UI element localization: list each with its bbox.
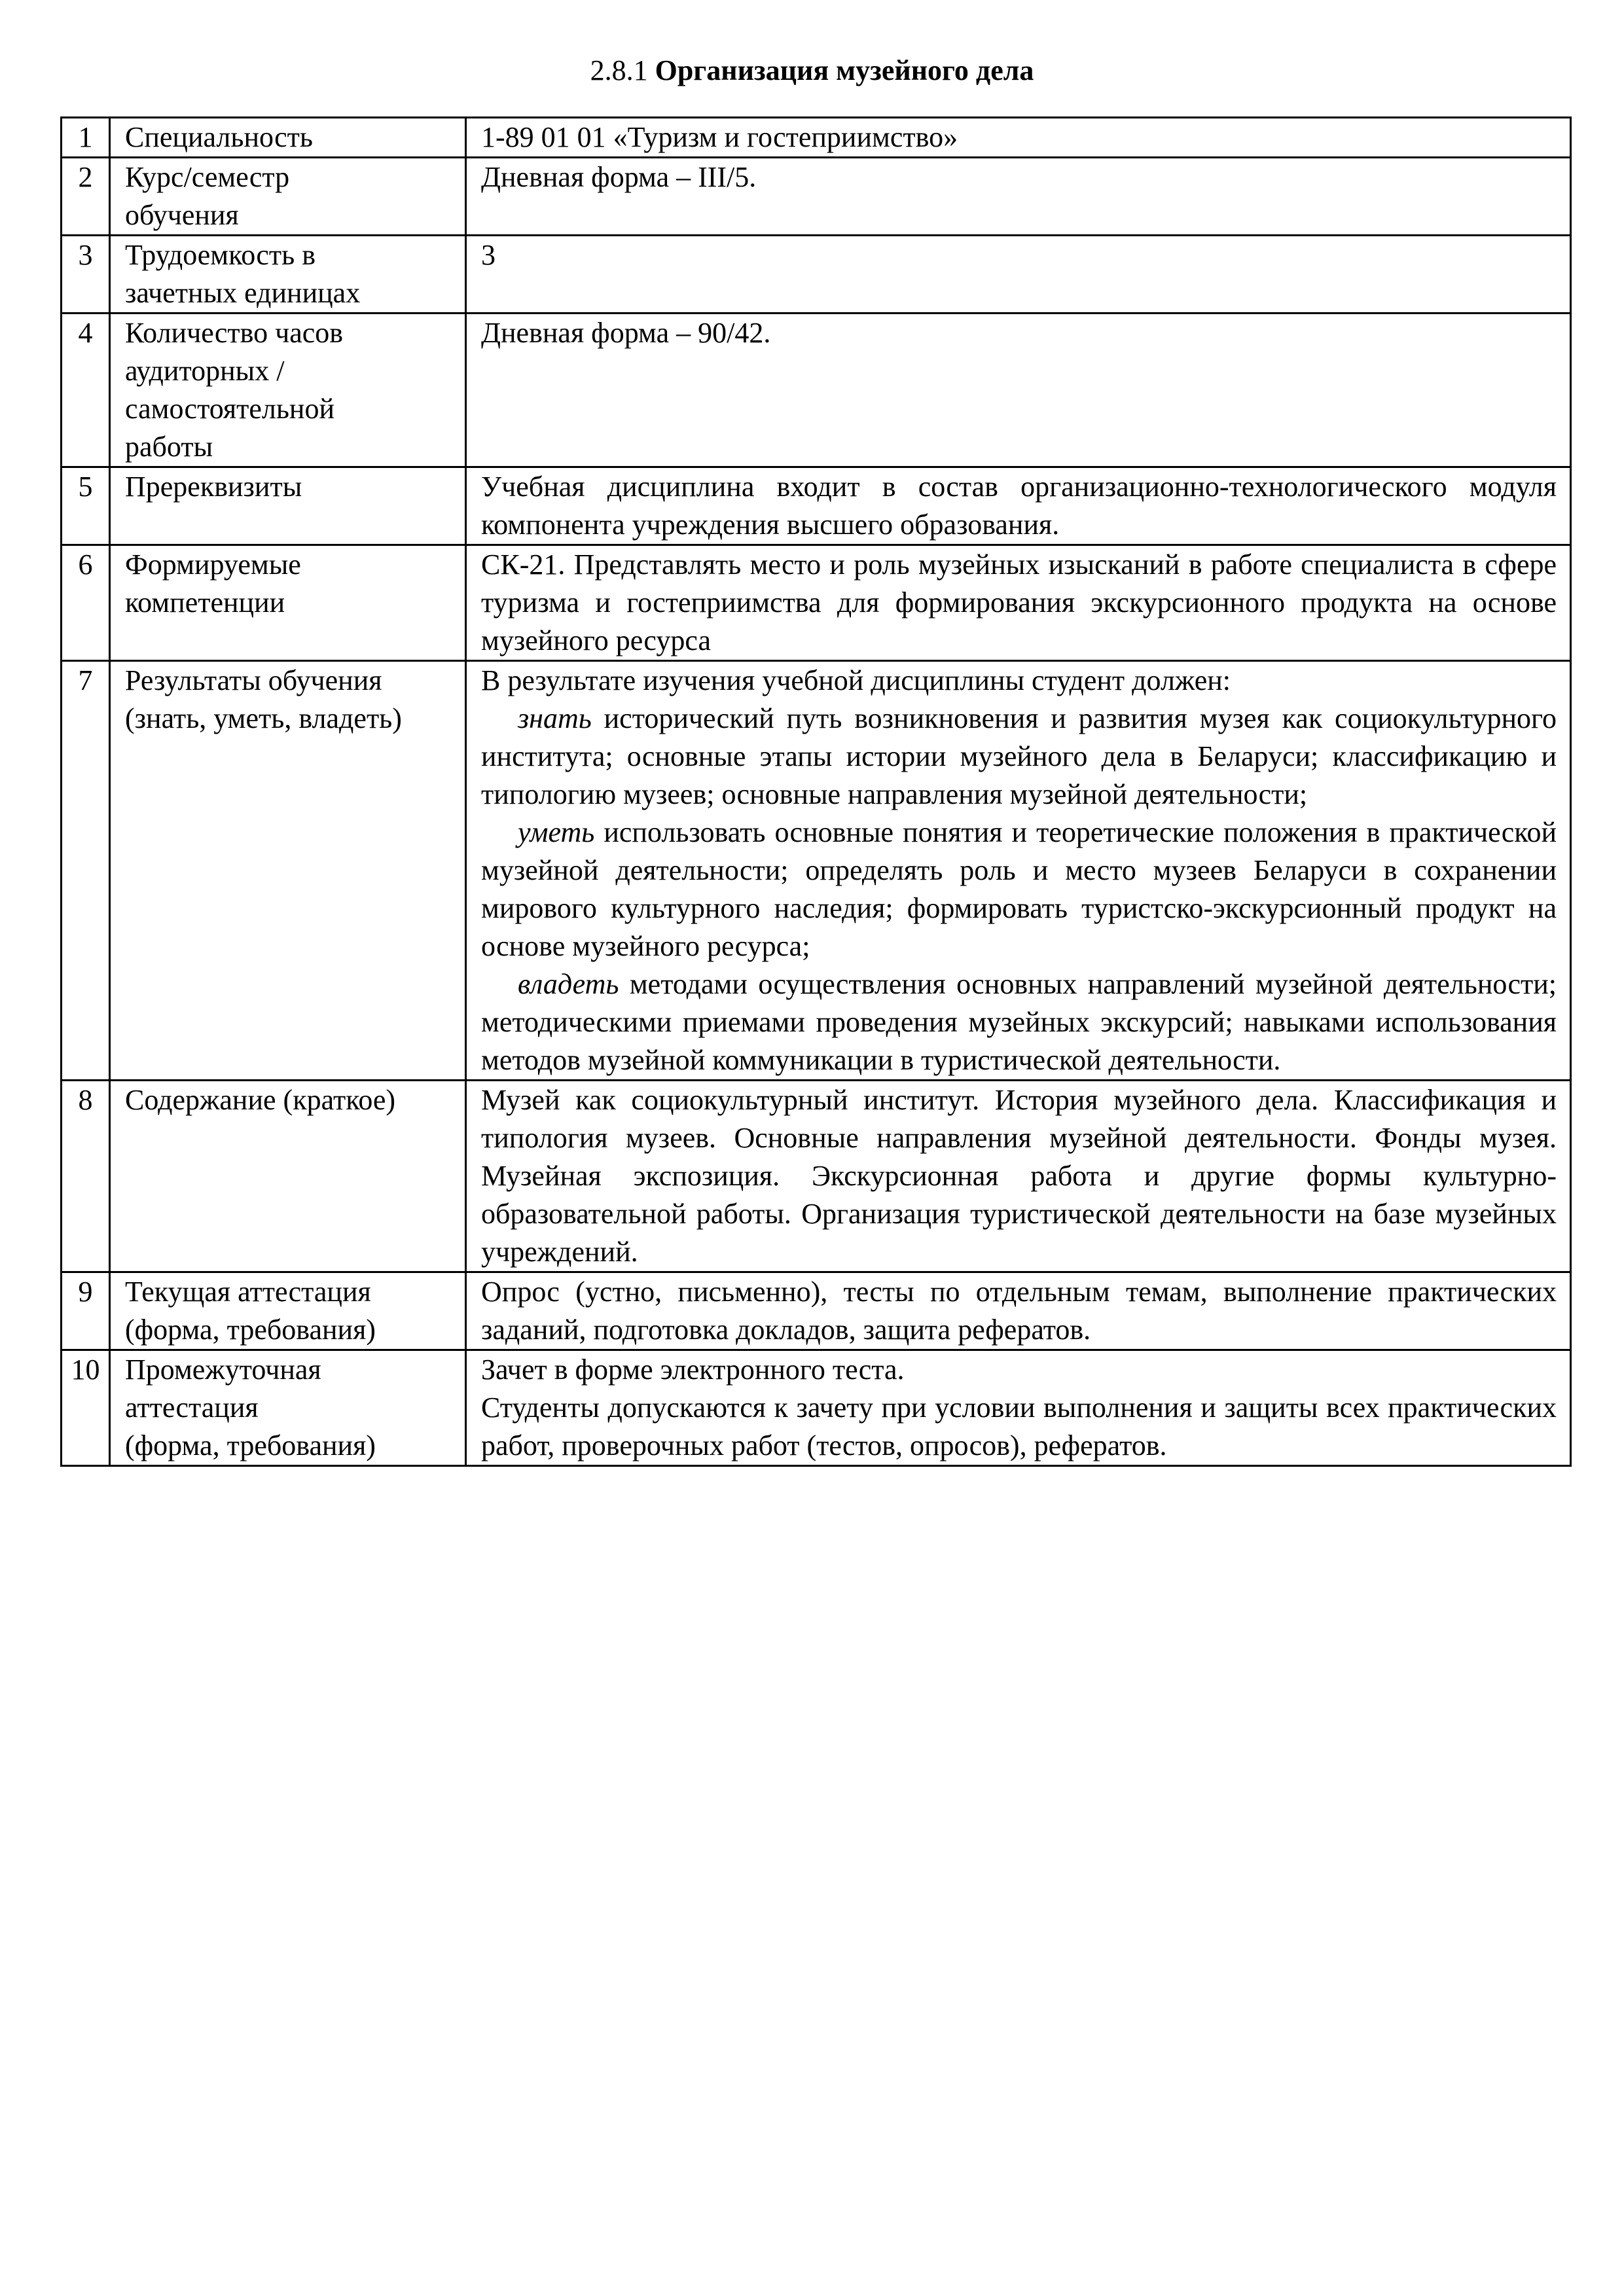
label-line: Промежуточная: [125, 1354, 321, 1386]
table-row: [62, 118, 1571, 158]
table-row: [62, 1081, 1571, 1272]
row-number: 10: [62, 1350, 110, 1466]
table-row: [62, 1272, 1571, 1350]
know-text: исторический путь возникновения и развития музея как социокультурного института; основные этапы истории музейного дела в Беларуси; классификацию и типологию музеев; основные направления музейной деятельности;: [481, 702, 1557, 810]
row-value: Музей как социокультурный институт. История музейного дела. Классификация и типология музеев. Основные направления музейной деятельности. Фонды музея. Музейная экспозиция. Экскурсионная работа и другие формы культурно-образовательной работы. Организация туристической деятельности на базе музейных учреждений.: [466, 1081, 1571, 1272]
know-keyword: знать: [518, 702, 592, 734]
row-number: 6: [62, 545, 110, 661]
results-own: [481, 965, 1557, 1079]
row-value: Дневная форма – III/5.: [466, 158, 1571, 236]
row-value: 3: [466, 236, 1571, 314]
table-row: [62, 467, 1571, 545]
row-value: Опрос (устно, письменно), тесты по отдельным темам, выполнение практических заданий, подготовка докладов, защита рефератов.: [466, 1272, 1571, 1350]
results-know: [481, 700, 1557, 814]
row-value: Учебная дисциплина входит в состав организационно-технологического модуля компонента учреждения высшего образования.: [466, 467, 1571, 545]
table-row: [62, 158, 1571, 236]
table-row: [62, 1350, 1571, 1466]
label-line: (форма, требования): [125, 1429, 376, 1462]
row-label: Результаты обучения (знать, уметь, владеть): [110, 661, 466, 1081]
own-text: методами осуществления основных направлений музейной деятельности; методическими приемами проведения музейных экскурсий; навыками использования методов музейной коммуникации в туристической деятельности.: [481, 968, 1557, 1076]
row-label: Трудоемкость в зачетных единицах: [110, 236, 466, 314]
row-label: Количество часов аудиторных / самостоятельной работы: [110, 314, 466, 467]
row-value: 1-89 01 01 «Туризм и гостеприимство»: [466, 118, 1571, 158]
results-able: [481, 814, 1557, 965]
assessment-requirements: Студенты допускаются к зачету при условии выполнения и защиты всех практических работ, проверочных работ (тестов, опросов), рефератов.: [481, 1391, 1557, 1462]
section-heading: [0, 52, 1624, 89]
row-label: [110, 1350, 466, 1466]
able-text: использовать основные понятия и теоретические положения в практической музейной деятельности; определять роль и место музеев Беларуси в сохранении мирового культурного наследия; формировать туристско-экскурсионный продукт на основе музейного ресурса;: [481, 816, 1557, 962]
assessment-form: Зачет в форме электронного теста.: [481, 1354, 905, 1386]
table-row: [62, 236, 1571, 314]
row-value: Дневная форма – 90/42.: [466, 314, 1571, 467]
row-label: Пререквизиты: [110, 467, 466, 545]
table-row: [62, 314, 1571, 467]
row-number: 7: [62, 661, 110, 1081]
label-line: аттестация: [125, 1391, 259, 1424]
table-row: [62, 545, 1571, 661]
row-number: 8: [62, 1081, 110, 1272]
row-value: СК-21. Представлять место и роль музейных изысканий в работе специалиста в сфере туризма и гостеприимства для формирования экскурсионного продукта на основе музейного ресурса: [466, 545, 1571, 661]
table-row: [62, 661, 1571, 1081]
row-number: 3: [62, 236, 110, 314]
row-number: 5: [62, 467, 110, 545]
row-value: [466, 661, 1571, 1081]
row-label: Содержание (краткое): [110, 1081, 466, 1272]
results-intro: В результате изучения учебной дисциплины студент должен:: [481, 664, 1231, 696]
row-number: 9: [62, 1272, 110, 1350]
able-keyword: уметь: [518, 816, 595, 848]
row-number: 4: [62, 314, 110, 467]
row-label: Текущая аттестация (форма, требования): [110, 1272, 466, 1350]
section-title: Организация музейного дела: [655, 54, 1034, 86]
row-value: [466, 1350, 1571, 1466]
section-number: 2.8.1: [590, 54, 648, 86]
row-label: Курс/семестр обучения: [110, 158, 466, 236]
row-label: Формируемые компетенции: [110, 545, 466, 661]
row-number: 2: [62, 158, 110, 236]
row-number: 1: [62, 118, 110, 158]
row-label: Специальность: [110, 118, 466, 158]
discipline-table: [60, 117, 1572, 1467]
own-keyword: владеть: [518, 968, 619, 1000]
